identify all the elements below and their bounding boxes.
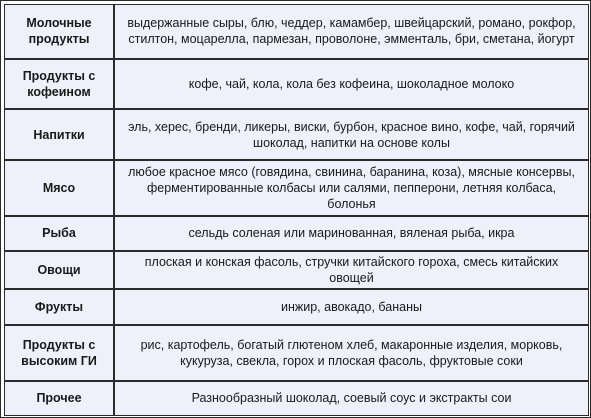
table-row-vegetables (4, 251, 589, 289)
category-cell: Продукты с кофеином (4, 59, 114, 110)
category-cell: Фрукты (4, 289, 114, 324)
table-row-drinks (4, 109, 589, 160)
category-cell: Напитки (4, 109, 114, 160)
items-cell: плоская и конская фасоль, стручки китайского гороха, смесь китайских овощей (114, 251, 589, 289)
table-row-other (4, 381, 589, 416)
items-cell: выдержанные сыры, блю, чеддер, камамбер, швейцарский, романо, рокфор, стилтон, моцарелла, пармезан, проволоне, эмменталь, бри, сметана, йогурт (114, 4, 589, 59)
table-row-caffeine (4, 59, 589, 110)
category-cell: Мясо (4, 160, 114, 216)
items-cell: Разнообразный шоколад, соевый соус и экстракты сои (114, 381, 589, 416)
table-row-dairy (4, 4, 589, 59)
food-table (4, 4, 589, 416)
items-cell: эль, херес, бренди, ликеры, виски, бурбон, красное вино, кофе, чай, горячий шоколад, напитки на основе колы (114, 109, 589, 160)
category-cell: Прочее (4, 381, 114, 416)
category-cell: Рыба (4, 216, 114, 251)
table-row-fish (4, 216, 589, 251)
category-cell: Молочные продукты (4, 4, 114, 59)
items-cell: сельдь соленая или маринованная, вяленая рыба, икра (114, 216, 589, 251)
table-row-meat (4, 160, 589, 216)
category-cell: Продукты с высоким ГИ (4, 325, 114, 381)
items-cell: любое красное мясо (говядина, свинина, баранина, коза), мясные консервы, ферментированные колбасы или салями, пепперони, летняя колбаса, болонья (114, 160, 589, 216)
items-cell: кофе, чай, кола, кола без кофеина, шоколадное молоко (114, 59, 589, 110)
items-cell: рис, картофель, богатый глютеном хлеб, макаронные изделия, морковь, кукуруза, свекла, горох и плоская фасоль, фруктовые соки (114, 325, 589, 381)
table-row-fruits (4, 289, 589, 324)
category-cell: Овощи (4, 251, 114, 289)
table-row-high-gi (4, 325, 589, 381)
items-cell: инжир, авокадо, бананы (114, 289, 589, 324)
